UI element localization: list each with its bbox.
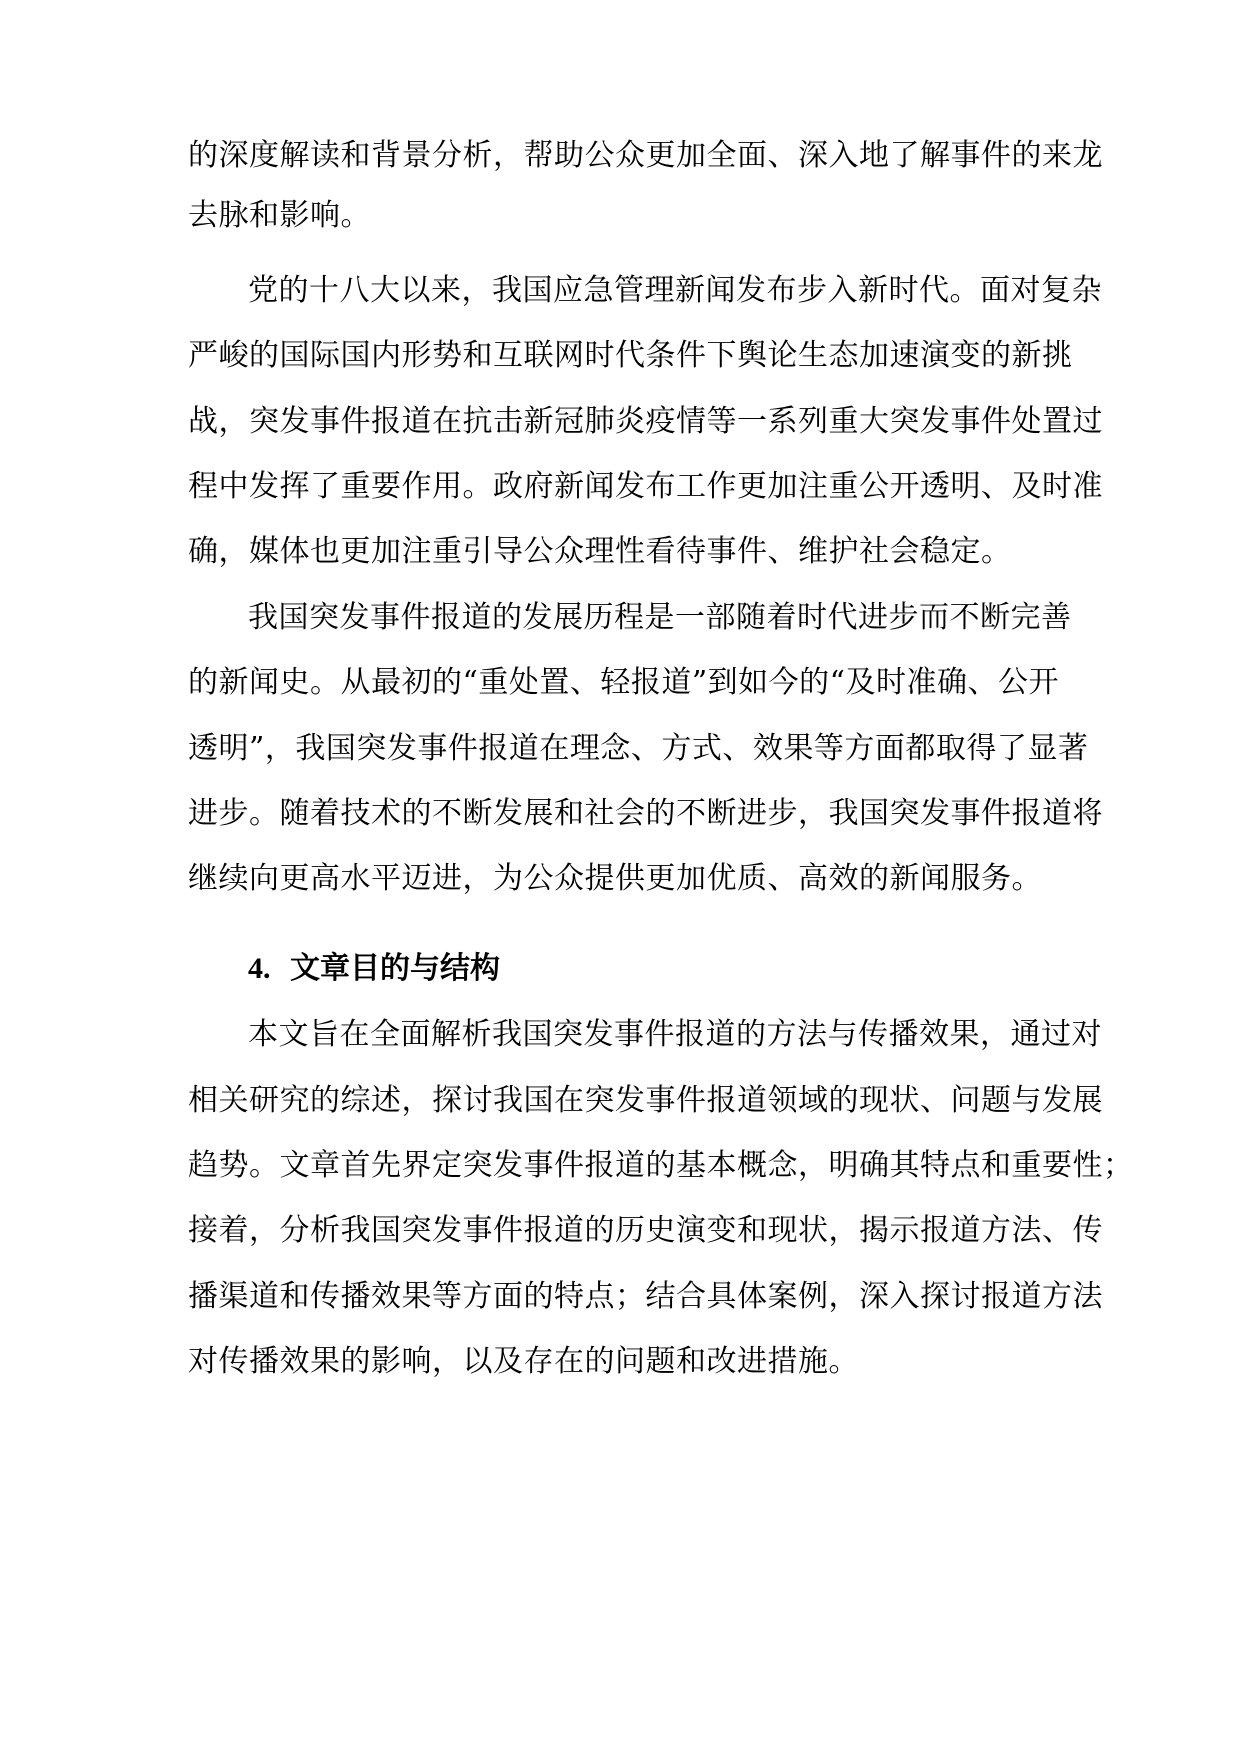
section-paragraph-line-6: 对传播效果的影响，以及存在的问题和改进措施。 <box>188 1344 859 1379</box>
paragraph-2-line-2: 严峻的国际国内形势和互联网时代条件下舆论生态加速演变的新挑 <box>188 338 1073 373</box>
paragraph-1-line-1: 的深度解读和背景分析，帮助公众更加全面、深入地了解事件的来龙 <box>188 138 1103 173</box>
paragraph-3-line-4: 进步。随着技术的不断发展和社会的不断进步，我国突发事件报道将 <box>188 796 1103 831</box>
section-heading <box>248 949 500 989</box>
paragraph-3-line-2: 的新闻史。从最初的“重处置、轻报道”到如今的“及时准确、公开 <box>188 665 1060 700</box>
section-paragraph-line-4: 接着，分析我国突发事件报道的历史演变和现状，揭示报道方法、传 <box>188 1213 1103 1248</box>
paragraph-1-line-2: 去脉和影响。 <box>188 198 371 233</box>
paragraph-3-line-1: 我国突发事件报道的发展历程是一部随着时代进步而不断完善 <box>248 600 1072 635</box>
section-paragraph-line-5: 播渠道和传播效果等方面的特点；结合具体案例，深入探讨报道方法 <box>188 1279 1103 1314</box>
paragraph-2-line-3: 战，突发事件报道在抗击新冠肺炎疫情等一系列重大突发事件处置过 <box>188 404 1103 439</box>
paragraph-2-line-1: 党的十八大以来，我国应急管理新闻发布步入新时代。面对复杂 <box>248 273 1102 308</box>
paragraph-2-line-4: 程中发挥了重要作用。政府新闻发布工作更加注重公开透明、及时准 <box>188 469 1103 504</box>
paragraph-3-line-3: 透明”，我国突发事件报道在理念、方式、效果等方面都取得了显著 <box>188 731 1089 766</box>
section-title: 文章目的与结构 <box>290 951 500 986</box>
section-number: 4. <box>248 952 271 985</box>
section-paragraph-line-2: 相关研究的综述，探讨我国在突发事件报道领域的现状、问题与发展 <box>188 1083 1103 1118</box>
section-paragraph-line-1: 本文旨在全面解析我国突发事件报道的方法与传播效果，通过对 <box>248 1017 1102 1052</box>
paragraph-2-line-5: 确，媒体也更加注重引导公众理性看待事件、维护社会稳定。 <box>188 534 1012 569</box>
section-paragraph-line-3: 趋势。文章首先界定突发事件报道的基本概念，明确其特点和重要性； <box>188 1148 1134 1183</box>
paragraph-3-line-5: 继续向更高水平迈进，为公众提供更加优质、高效的新闻服务。 <box>188 861 1042 896</box>
